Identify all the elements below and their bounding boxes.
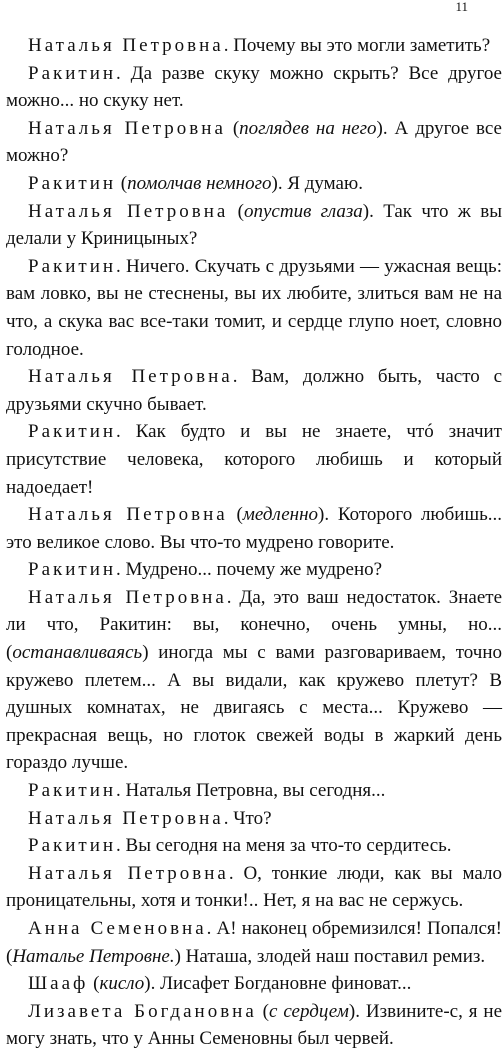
speaker-name: Анна Семеновна [28, 918, 207, 939]
speech-text: . Ничего. Скучать с друзьями — ужасная вещь: вам ловко, вы не стеснены, вы их любите, злиться вам не на что, а скука вас все-таки томит, и сердце глупо ноет, словно голодное. [6, 255, 502, 360]
speech-text: . Вы сегодня на меня за что-то сердитесь. [116, 835, 452, 857]
speaker-name: Наталья Петровна [28, 35, 224, 56]
speech-text: ( [227, 504, 243, 526]
dialogue-paragraph [6, 777, 502, 805]
speech-text: . Наталья Петровна, вы сегодня... [116, 780, 386, 802]
speech-text: ) иногда мы с вами разговариваем, точно кружево плетем... А вы видали, как кружево плетут? В душных комнатах, не двигаясь с места... Кружево — прекрасная вещь, но глоток свежей воды в жаркий день гораздо лучше. [6, 642, 502, 774]
speech-text: . Мудрено... почему же мудрено? [116, 559, 383, 581]
speaker-name: Наталья Петровна [28, 504, 228, 526]
speech-text: ). Извините-с, я не могу знать, что у Анны Семеновны был червей. [6, 1000, 503, 1050]
dialogue-paragraph [6, 115, 502, 170]
speaker-name: Наталья Петровна [28, 862, 229, 884]
dialogue-paragraph [6, 556, 502, 584]
dialogue-paragraph [6, 32, 502, 60]
dialogue-paragraph [6, 418, 502, 501]
dialogue-paragraph [6, 915, 502, 970]
speech-text: ( [228, 200, 244, 222]
speech-text: ( [88, 973, 100, 995]
dialogue-paragraph [6, 860, 502, 915]
speech-text: . Как будто и вы не знаете, чтó значит присутствие человека, которого любишь и который надоедает! [6, 421, 502, 498]
speech-text: . Почему вы это могли заметить? [223, 35, 491, 56]
speech-text: ). Я думаю. [271, 172, 363, 194]
speech-text: ( [256, 1000, 270, 1022]
dialogue-paragraph [6, 970, 502, 998]
speaker-name: Ракитин [28, 172, 117, 194]
dialogue-paragraph [6, 998, 502, 1053]
dialogue-paragraph [6, 832, 502, 860]
speaker-name: Наталья Петровна [28, 807, 224, 829]
dialogue-paragraph [6, 584, 502, 777]
speech-text: ( [225, 117, 240, 139]
speech-text: . О, тонкие люди, как вы мало проницательны, хотя и тонки!.. Нет, я на вас не сержусь. [6, 862, 502, 912]
dialogue-paragraph [6, 60, 502, 115]
speech-text: ). А другое все можно? [6, 117, 502, 167]
dialogue-paragraph [6, 805, 502, 833]
speaker-name: Ракитин [28, 421, 117, 443]
speech-text: . Да разве скуку можно скрыть? Все другое можно... но скуку нет. [6, 62, 502, 112]
dialogue-paragraph [6, 501, 502, 556]
stage-direction: кисло [99, 973, 145, 995]
speaker-name: Ракитин [28, 62, 117, 84]
speaker-name: Ракитин [28, 559, 117, 581]
dialogue-paragraph [6, 363, 502, 418]
speaker-name: Наталья Петровна [28, 366, 233, 388]
stage-direction: опустив глаза [243, 200, 363, 222]
stage-direction: медленно [242, 504, 319, 526]
speech-text: ). Лисафет Богдановне финоват... [144, 973, 412, 995]
speech-text: ) Наташа, злодей наш поставил ремиз. [174, 945, 486, 967]
speech-text: ). Так что ж вы делали у Криницыных? [6, 200, 502, 250]
play-text [6, 32, 502, 1053]
speaker-name: Шааф [28, 973, 89, 995]
dialogue-paragraph [6, 253, 502, 363]
stage-direction: помолчав немного [127, 172, 272, 194]
stage-direction: поглядев на него [239, 117, 377, 139]
speaker-name: Наталья Петровна [28, 200, 229, 222]
stage-direction: Наталье Петровне. [12, 945, 175, 967]
speech-text: . Да, это ваш недостаток. Знаете ли что, Ракитин: вы, конечно, очень умны, но... ( [6, 586, 503, 664]
speaker-name: Ракитин [28, 780, 117, 802]
page-number: 11 [455, 0, 468, 14]
speech-text: ). Которого любишь... это великое слово. Вы что-то мудрено говорите. [6, 504, 503, 553]
dialogue-paragraph [6, 198, 502, 253]
speech-text: . А! наконец обремизился! Попался! ( [6, 918, 502, 967]
stage-direction: с сердцем [269, 1000, 349, 1022]
speech-text: . Вам, должно быть, часто с друзьями скучно бывает. [6, 366, 502, 415]
speech-text: . Что? [223, 807, 272, 829]
speaker-name: Ракитин [28, 255, 117, 277]
speaker-name: Наталья Петровна [28, 586, 227, 608]
stage-direction: останавливаясь [12, 642, 143, 664]
speaker-name: Ракитин [28, 835, 117, 857]
dialogue-paragraph [6, 170, 502, 198]
speaker-name: Лизавета Богдановна [28, 1000, 257, 1022]
speech-text: ( [116, 172, 128, 194]
speaker-name: Наталья Петровна [28, 117, 226, 139]
